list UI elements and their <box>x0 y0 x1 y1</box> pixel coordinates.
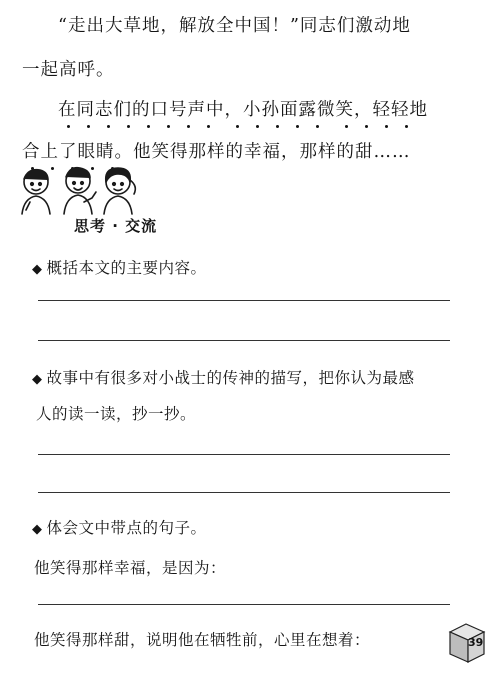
question-1-text: 概括本文的主要内容。 <box>46 259 207 277</box>
bullet-icon: ◆ <box>32 372 43 387</box>
answer-line-3a[interactable] <box>38 604 450 605</box>
emphasis-dots-line-3 <box>58 125 458 131</box>
children-illustration <box>14 162 142 218</box>
question-2-text: 故事中有很多对小战士的传神的描写，把你认为最感 <box>46 369 415 387</box>
page-number-badge <box>444 618 486 666</box>
question-2-continued: 人的读一读，抄一抄。 <box>36 405 197 423</box>
page-number: 39 <box>468 636 484 649</box>
answer-line-1b[interactable] <box>38 340 450 341</box>
passage-line-2: 一起高呼。 <box>22 60 115 80</box>
section-title: 思考 · 交流 <box>74 217 158 235</box>
answer-line-2a[interactable] <box>38 454 450 455</box>
question-3-prompt-1: 他笑得那样幸福，是因为： <box>34 559 227 577</box>
passage-line-4: 合上了眼睛。他笑得那样的幸福，那样的甜…… <box>22 142 411 162</box>
question-2 <box>32 366 415 388</box>
question-3-text: 体会文中带点的句子。 <box>46 519 207 537</box>
answer-line-1a[interactable] <box>38 300 450 301</box>
bullet-icon: ◆ <box>32 262 43 277</box>
bullet-icon: ◆ <box>32 522 43 537</box>
question-3 <box>32 516 207 538</box>
question-3-prompt-2: 他笑得那样甜，说明他在牺牲前，心里在想着： <box>34 631 371 649</box>
passage-line-3: 在同志们的口号声中，小孙面露微笑，轻轻地 <box>58 100 428 120</box>
passage-line-1: “走出大草地，解放全中国！”同志们激动地 <box>58 16 411 36</box>
question-1 <box>32 256 207 278</box>
answer-line-2b[interactable] <box>38 492 450 493</box>
